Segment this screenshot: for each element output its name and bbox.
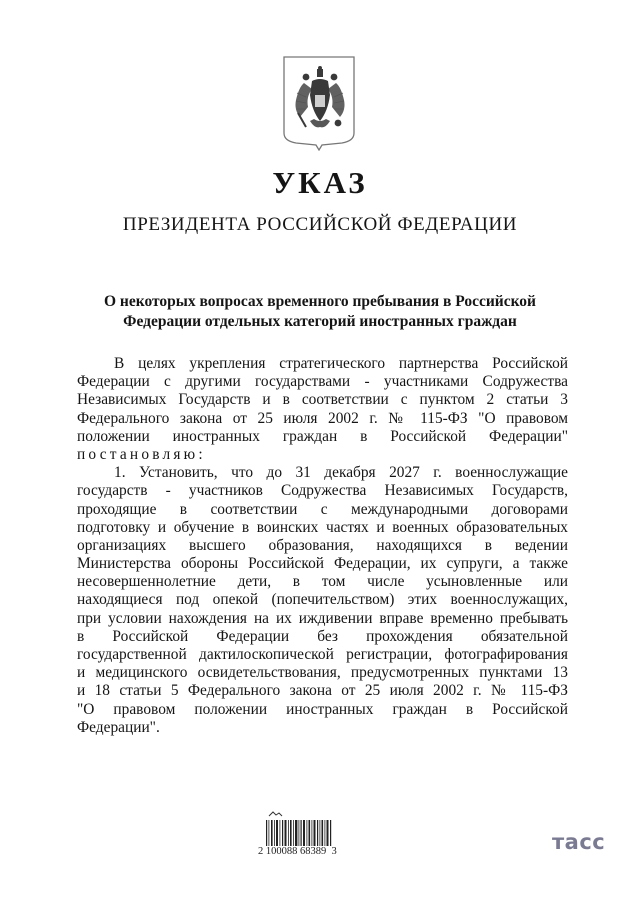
body-line: государств - участников Содружества Независимых Государств, [77, 482, 568, 500]
body-line: при условии нахождения на их иждивении вправе временно пребывать [77, 609, 568, 627]
barcode [263, 810, 337, 848]
body-line: Федерации". [77, 718, 160, 736]
body-line: В целях укрепления стратегического партнерства Российской [114, 355, 568, 372]
body-line: Федерации с другими государствами - участниками Содружества [77, 373, 568, 391]
body-line: в Российской Федерации без прохождения обязательной [77, 627, 568, 645]
title-line: Федерации отдельных категорий иностранных граждан [123, 313, 517, 330]
body-line: и 18 статьи 5 Федерального закона от 25 июля 2002 г. № 115-ФЗ [77, 682, 568, 700]
document-subheading: ПРЕЗИДЕНТА РОССИЙСКОЙ ФЕДЕРАЦИИ [122, 214, 518, 235]
document-title [90, 292, 550, 332]
barcode-number: 2 100088 68389 3 [258, 846, 337, 857]
coat-of-arms-icon [282, 55, 358, 151]
body-line: постановляю: [77, 445, 206, 463]
body-line: организациях высшего образования, находящихся в ведении [77, 536, 568, 554]
body-line: "О правовом положении иностранных граждан в Российской [77, 700, 568, 718]
body-line: Министерства обороны Российской Федерации, их супруги, а также [77, 555, 568, 573]
body-line: подготовку и обучение в воинских частях и военных образовательных [77, 518, 568, 536]
title-line: О некоторых вопросах временного пребывания в Российской [104, 293, 536, 310]
body-line: и медицинского освидетельствования, предусмотренных пунктами 13 [77, 664, 568, 682]
document-heading: УКАЗ [272, 165, 368, 200]
body-line: государственной дактилоскопической регистрации, фотографирования [77, 646, 568, 663]
body-line: проходящие в соответствии с международными договорами [77, 500, 568, 518]
body-line: 1. Установить, что до 31 декабря 2027 г. военнослужащие [114, 464, 568, 482]
tass-watermark-logo: тасс [552, 830, 606, 854]
barcode-icon [263, 810, 337, 848]
state-emblem [282, 55, 358, 151]
body-line: положении иностранных граждан в Российской Федерации" [77, 427, 568, 445]
document-body [77, 355, 568, 737]
body-line: Независимых Государств и в соответствии с пунктом 2 статьи 3 [77, 391, 568, 409]
body-line: несовершеннолетние дети, в том числе усыновленные или [77, 573, 568, 591]
body-line: находящиеся под опекой (попечительством) этих военнослужащих, [77, 591, 568, 609]
body-line: Федерального закона от 25 июля 2002 г. № 115-ФЗ "О правовом [77, 409, 568, 427]
